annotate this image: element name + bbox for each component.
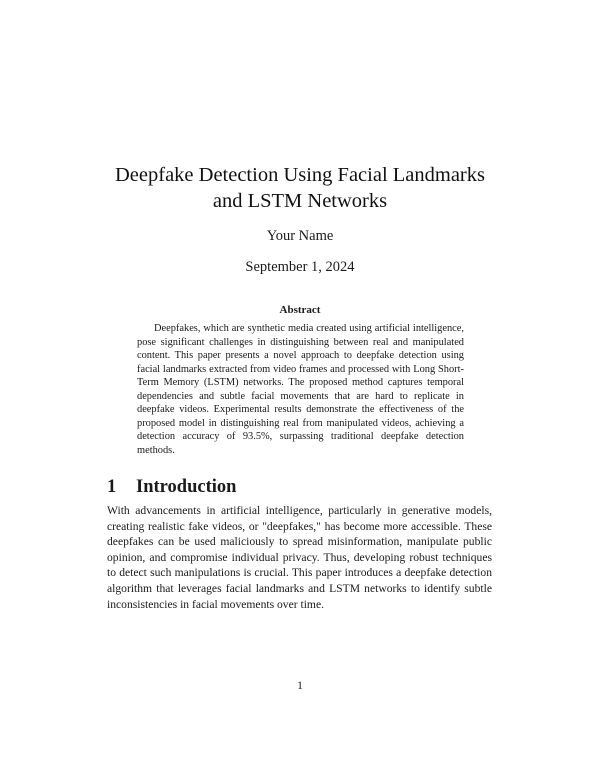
paper-title (0, 162, 600, 214)
section-title: Introduction (136, 477, 237, 497)
section-number: 1 (107, 477, 117, 497)
introduction-paragraph: With advancements in artificial intelligence, particularly in generative models, creating realistic fake videos, or "deepfakes," has become more accessible. These deepfakes can be used maliciously to spread misinformation, manipulate public opinion, and compromise individual privacy. Thus, developing robust techniques to detect such manipulations is crucial. This paper introduces a deepfake detection algorithm that leverages facial landmarks and LSTM networks to identify subtle inconsistencies in facial movements over time. (107, 504, 492, 611)
paper-author: Your Name (266, 228, 334, 244)
paper-title-line-2: and LSTM Networks (212, 190, 388, 212)
abstract-text: Deepfakes, which are synthetic media created using artificial intelligence, pose significant challenges in distinguishing between real and manipulated content. This paper presents a novel approach to deepfake detection using facial landmarks extracted from video frames and processed with Long Short-Term Memory (LSTM) networks. The proposed method captures temporal dependencies and subtle facial movements that are hard to replicate in deepfake videos. Experimental results demonstrate the effectiveness of the proposed model in distinguishing real from manipulated videos, achieving a detection accuracy of 93.5%, surpassing traditional deepfake detection methods. (137, 323, 464, 456)
paper-title-line-1: Deepfake Detection Using Facial Landmarks (114, 164, 485, 186)
page-number: 1 (297, 679, 303, 692)
section-heading-introduction (107, 476, 236, 498)
abstract-heading: Abstract (279, 304, 321, 316)
paper-date: September 1, 2024 (245, 259, 355, 275)
